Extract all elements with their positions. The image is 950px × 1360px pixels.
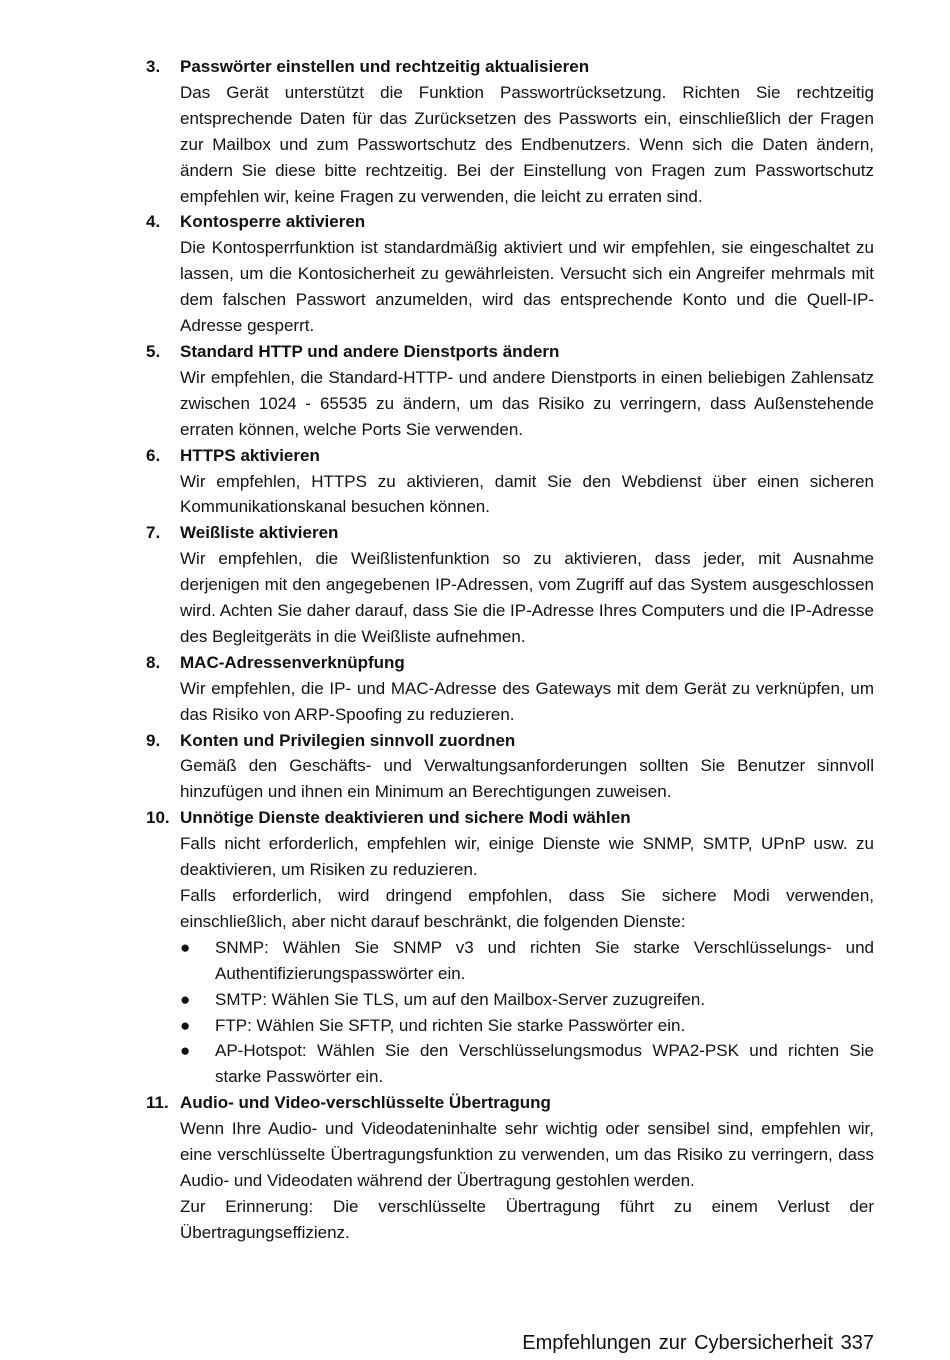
list-item (146, 728, 874, 806)
item-heading: Konten und Privilegien sinnvoll zuordnen (180, 730, 516, 750)
recommendation-list (146, 54, 874, 1246)
list-item (146, 443, 874, 521)
item-number: 10. (146, 808, 170, 828)
item-heading: HTTPS aktivieren (180, 445, 320, 465)
bullet-text: FTP: Wählen Sie SFTP, und richten Sie starke Passwörter ein. (215, 1015, 686, 1035)
item-heading: Standard HTTP und andere Dienstports ändern (180, 341, 560, 361)
bullet-icon: ● (180, 1041, 191, 1061)
item-paragraph: Das Gerät unterstützt die Funktion Passwortrücksetzung. Richten Sie rechtzeitig entsprechende Daten für das Zurücksetzen des Passworts ein, einschließlich der Fragen zur Mailbox und zum Passwortschutz des Endbenutzers. Wenn sich die Daten ändern, ändern Sie diese bitte rechtzeitig. Bei der Einstellung von Fragen zum Passwortschutz empfehlen wir, keine Fragen zu verwenden, die leicht zu erraten sind. (180, 82, 874, 206)
bullet-item (180, 935, 874, 987)
bullet-item (180, 1013, 874, 1039)
item-heading: Unnötige Dienste deaktivieren und sichere Modi wählen (180, 808, 631, 828)
item-number: 8. (146, 652, 161, 672)
list-item (146, 805, 874, 1090)
list-item (146, 520, 874, 650)
item-number: 5. (146, 341, 161, 361)
item-number: 7. (146, 523, 161, 543)
bullet-icon: ● (180, 1015, 191, 1035)
item-number: 3. (146, 57, 161, 76)
item-heading: Audio- und Video-verschlüsselte Übertragung (180, 1093, 551, 1113)
item-paragraph: Die Kontosperrfunktion ist standardmäßig aktiviert und wir empfehlen, sie eingeschaltet zu lassen, um die Kontosicherheit zu gewährleisten. Versucht sich ein Angreifer mehrmals mit dem falschen Passwort anzumelden, wird das entsprechende Konto und die Quell-IP-Adresse gesperrt. (180, 238, 874, 336)
bullet-text: AP-Hotspot: Wählen Sie den Verschlüsselungsmodus WPA2-PSK und richten Sie starke Passwörter ein. (215, 1041, 874, 1087)
item-paragraph: Gemäß den Geschäfts- und Verwaltungsanforderungen sollten Sie Benutzer sinnvoll hinzufügen und ihnen ein Minimum an Berechtigungen zuweisen. (180, 756, 874, 802)
item-number: 4. (146, 212, 161, 232)
item-paragraph: Wir empfehlen, die Weißlistenfunktion so zu aktivieren, dass jeder, mit Ausnahme derjenigen mit den angegebenen IP-Adressen, vom Zugriff auf das System ausgeschlossen wird. Achten Sie daher darauf, dass Sie die IP-Adresse Ihres Computers und die IP-Adresse des Begleitgeräts in die Weißliste aufnehmen. (180, 549, 874, 646)
item-number: 11. (146, 1093, 169, 1113)
bullet-text: SMTP: Wählen Sie TLS, um auf den Mailbox-Server zuzugreifen. (215, 989, 706, 1009)
item-heading: Weißliste aktivieren (180, 523, 339, 543)
bullet-item (180, 1038, 874, 1090)
item-paragraph: Zur Erinnerung: Die verschlüsselte Übertragung führt zu einem Verlust der Übertragungseffizienz. (180, 1196, 874, 1242)
item-paragraph: Wir empfehlen, die Standard-HTTP- und andere Dienstports in einen beliebigen Zahlensatz zwischen 1024 - 65535 zu ändern, um das Risiko zu verringern, dass Außenstehende erraten können, welche Ports Sie verwenden. (180, 367, 874, 439)
item-heading: Passwörter einstellen und rechtzeitig aktualisieren (180, 57, 590, 76)
item-heading: Kontosperre aktivieren (180, 212, 366, 232)
list-item (146, 54, 874, 209)
list-item (146, 209, 874, 339)
item-paragraph: Wir empfehlen, die IP- und MAC-Adresse des Gateways mit dem Gerät zu verknüpfen, um das Risiko von ARP-Spoofing zu reduzieren. (180, 678, 874, 724)
item-paragraph: Wir empfehlen, HTTPS zu aktivieren, damit Sie den Webdienst über einen sicheren Kommunikationskanal besuchen können. (180, 471, 874, 517)
page-footer (522, 1330, 874, 1356)
item-paragraph: Falls nicht erforderlich, empfehlen wir, einige Dienste wie SNMP, SMTP, UPnP usw. zu deaktivieren, um Risiken zu reduzieren. (180, 834, 874, 880)
item-number: 9. (146, 730, 161, 750)
item-number: 6. (146, 445, 161, 465)
bullet-icon: ● (180, 989, 191, 1009)
bullet-item (180, 987, 874, 1013)
bullet-list (180, 935, 874, 1090)
bullet-icon: ● (180, 937, 191, 957)
list-item (146, 339, 874, 443)
list-item (146, 1090, 874, 1245)
footer-section-title: Empfehlungen zur Cybersicherheit (522, 1332, 834, 1354)
item-heading: MAC-Adressenverknüpfung (180, 652, 405, 672)
bullet-text: SNMP: Wählen Sie SNMP v3 und richten Sie starke Verschlüsselungs- und Authentifizierungspasswörter ein. (215, 937, 874, 983)
item-paragraph: Wenn Ihre Audio- und Videodateninhalte sehr wichtig oder sensibel sind, empfehlen wir, eine verschlüsselte Übertragungsfunktion zu verwenden, um das Risiko zu verringern, dass Audio- und Videodaten während der Übertragung gestohlen werden. (180, 1119, 874, 1190)
item-paragraph: Falls erforderlich, wird dringend empfohlen, dass Sie sichere Modi verwenden, einschließlich, aber nicht darauf beschränkt, die folgenden Dienste: (180, 886, 874, 931)
list-item (146, 650, 874, 728)
page-number: 337 (840, 1332, 874, 1354)
